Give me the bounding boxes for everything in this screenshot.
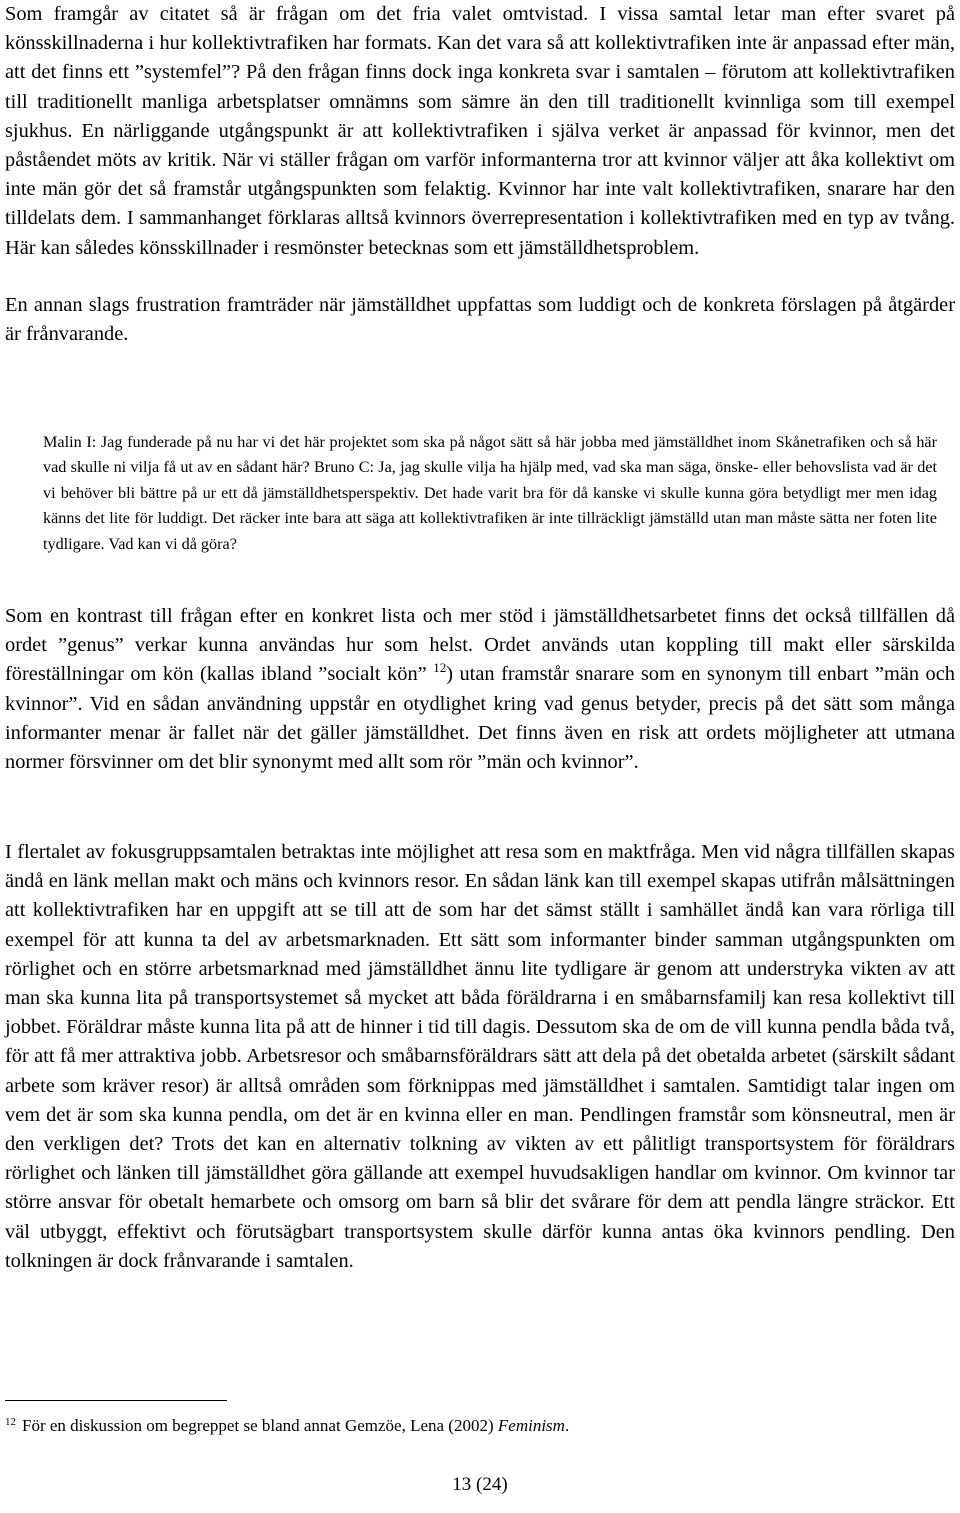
page-number: 13 (24) — [452, 1474, 508, 1495]
footnote-reference-12[interactable]: 12 — [433, 660, 447, 676]
body-paragraph-4: I flertalet av fokusgruppsamtalen betraktas inte möjlighet att resa som en maktfråga. Men vid några tillfällen skapas ändå en länk mellan makt och mäns och kvinnors resor. En sådan länk kan till exempel skapas utifrån målsättningen att kollektivtrafiken har en uppgift att se till att de som har det sämst ställt i samhället ändå kan vara rörliga till exempel för att kunna ta del av arbetsmarknaden. Ett sätt som informanter binder samman utgångspunkten om rörlighet och en större arbetsmarknad med jämställdhet ännu lite tydligare är genom att understryka vikten av att man ska kunna lita på transportsystemet så mycket att båda föräldrarna i en småbarnsfamilj kan resa kollektivt till jobbet. Föräldrar måste kunna lita på att de hinner i tid till dagis. Dessutom ska de om de vill kunna pendla båda två, för att få mer attraktiva jobb. Arbetsresor och småbarnsföräldrars sätt att dela på det obetalda arbetet (särskilt sådant arbete som kräver resor) är alltså områden som förknippas med jämställdhet i samtalen. Samtidigt talar ingen om vem det är som ska kunna pendla, om det är en kvinna eller en man. Pendlingen framstår som könsneutral, men är den verkligen det? Trots det kan en alternativ tolkning av vikten av ett pålitligt transportsystem för föräldrars rörlighet och länken till jämställdhet göra gällande att exempel huvudsakligen handlar om kvinnor. Om kvinnor tar större ansvar för obetalt hemarbete och omsorg om barn så blir det svårare för dem att pendla längre sträckor. Ett väl utbyggt, effektivt och förutsägbart transportsystem skulle därför kunna antas öka kvinnors pendling. Den tolkningen är dock frånvarande i samtalen. — [5, 841, 955, 1272]
body-paragraph-1: Som framgår av citatet så är frågan om det fria valet omtvistad. I vissa samtal letar man efter svaret på könsskillnaderna i hur kollektivtrafiken har formats. Kan det vara så att kollektivtrafiken inte är anpassad efter män, att det finns ett ”systemfel”? På den frågan finns dock inga konkreta svar i samtalen – förutom att kollektivtrafiken till traditionellt manliga arbetsplatser omnämns som sämre än den till traditionellt kvinnliga som till exempel sjukhus. En närliggande utgångspunkt är att kollektivtrafiken i själva verket är anpassad för kvinnor, men det påståendet möts av kritik. När vi ställer frågan om varför informanterna tror att kvinnor väljer att åka kollektivt om inte män gör det så framstår utgångspunkten som felaktig. Kvinnor har inte valt kollektivtrafiken, snarare har den tilldelats dem. I sammanhanget förklaras alltså kvinnors överrepresentation i kollektivtrafiken med en typ av tvång. Här kan således könsskillnader i resmönster betecknas som ett jämställdhetsproblem. — [5, 3, 955, 259]
footnote-book-title: Feminism — [497, 1416, 565, 1435]
footnote-divider — [5, 1400, 227, 1401]
footnote-12 — [5, 1410, 569, 1438]
document-page — [5, 0, 955, 1435]
interview-quote: Malin I: Jag funderade på nu har vi det här projektet som ska på något sätt så här jobba med jämställdhet inom Skånetrafiken och så här vad skulle ni vilja få ut av en sådant här? Bruno C: Ja, jag skulle vilja ha hjälp med, vad ska man säga, önske- eller behovslista vad är det vi behöver bli bättre på ur ett då jämställdhetsperspektiv. Det hade varit bra för då kanske vi skulle kunna göra betydligt mer men idag känns det lite för luddigt. Det räcker inte bara att säga att kollektivtrafiken är inte tillräckligt jämställd utan man måste sätta ner foten lite tydligare. Vad kan vi då göra? — [43, 433, 937, 553]
body-paragraph-3 — [5, 602, 955, 777]
footnote-number: 12 — [5, 1416, 16, 1428]
footnote-text: För en diskussion om begreppet se bland annat Gemzöe, Lena (2002) — [22, 1416, 498, 1435]
paragraph-3-text-a: Som en kontrast till frågan efter en konkret lista och mer stöd i jämställdhetsarbetet finns det också tillfällen då ordet ”genus” verkar kunna användas hur som helst. Ordet används utan koppling till makt eller särskilda föreställningar om kön (kallas ibland ”socialt kön” — [5, 605, 955, 686]
footnote-end: . — [564, 1416, 570, 1435]
body-paragraph-2: En annan slags frustration framträder när jämställdhet uppfattas som luddigt och de konkreta förslagen på åtgärder är frånvarande. — [5, 293, 955, 346]
paragraph-3-text-b: ) utan framstår snarare som en synonym till enbart ”män och kvinnor”. Vid en sådan användning uppstår en otydlighet kring vad genus betyder, precis på det sätt som många informanter menar är fallet när det gäller jämställdhet. Det finns även en risk att ordets möjligheter att utmana normer försvinner om det blir synonymt med allt som rör ”män och kvinnor”. — [5, 663, 955, 774]
